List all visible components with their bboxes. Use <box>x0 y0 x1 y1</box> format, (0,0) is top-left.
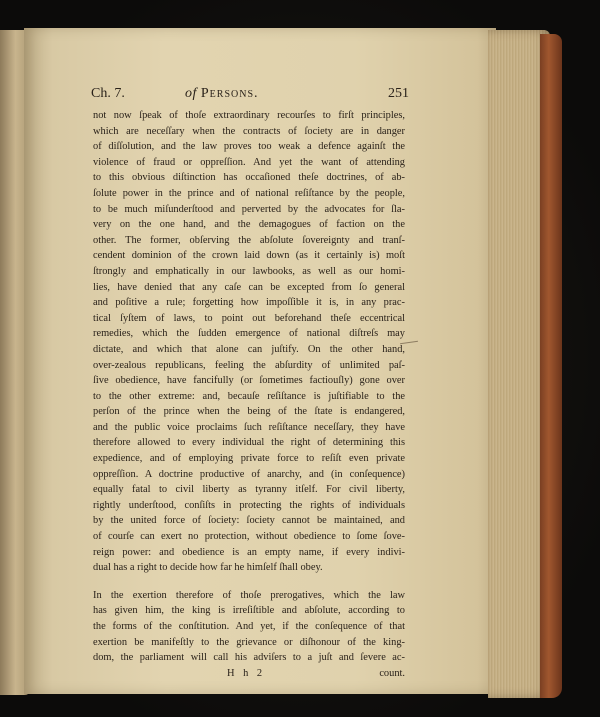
text-line: perſon of the prince when the being of the ſtate is endangered, <box>93 406 405 418</box>
chapter-label: Ch. 7. <box>91 86 125 101</box>
page-text <box>91 84 409 682</box>
text-line: to this obvious diſtinction has occaſioned theſe doctrines, of ab- <box>93 172 405 184</box>
text-line: tical ſyſtem of laws, to point out beforehand theſe eccentrical <box>93 312 405 324</box>
text-line: In the exertion therefore of thoſe prerogatives, which the law <box>93 589 405 601</box>
paragraph-gap <box>93 576 405 588</box>
text-line: equally fatal to civil liberty as tyranny itſelf. For civil liberty, <box>93 484 405 496</box>
book-cover-edge <box>540 34 562 698</box>
text-line: remedies, which the ſudden emergence of national diſtreſs may <box>93 328 405 340</box>
text-line: ſolute power in the prince and of national reſiſtance by the people, <box>93 187 405 199</box>
catchword: count. <box>379 667 405 679</box>
text-line: expedience, and of employing private force to reſiſt even private <box>93 453 405 465</box>
text-line: therefore allowed to every individual the right of determining this <box>93 437 405 449</box>
text-line: of diſſolution, and the law proves too weak a defence againſt the <box>93 141 405 153</box>
text-line: very on the one hand, and the demagogues of faction on the <box>93 219 405 231</box>
text-line: of courſe can exert no protection, without obedience to ſome ſove- <box>93 531 405 543</box>
text-line: over-zealous republicans, feeling the abſurdity of unlimited paſ- <box>93 359 405 371</box>
page-number: 251 <box>388 86 409 101</box>
text-line: oppreſſion. A doctrine productive of anarchy, and (in conſequence) <box>93 468 405 480</box>
signature-mark: H h 2 <box>227 667 266 679</box>
text-line: cendent dominion of the crown laid down (as it certainly is) moſt <box>93 250 405 262</box>
text-line: has given him, the king is irreſiſtible and abſolute, according to <box>93 605 405 617</box>
text-line: not now ſpeak of thoſe extraordinary recourſes to firſt principles, <box>93 110 405 121</box>
text-line: dictate, and which that alone can juſtify. On the other hand, <box>93 343 405 355</box>
text-line: lies, have denied that any caſe can be excepted from ſo general <box>93 281 405 293</box>
text-line: by the united force of ſociety: ſociety cannot be maintained, and <box>93 515 405 527</box>
text-line: and the public voice proclaims ſuch reſiſtance neceſſary, they have <box>93 421 405 433</box>
text-line: dom, the parliament will call his adviſers to a juſt and ſevere ac- <box>93 652 405 664</box>
paragraph-2 <box>93 588 405 666</box>
text-line: ſtrongly and emphatically in our lawbooks, as well as our homi- <box>93 265 405 277</box>
page-footer <box>93 666 405 682</box>
text-line: to be much miſunderſtood and perverted by the advocates for ſla- <box>93 203 405 215</box>
text-line: ſive obedience, have fancifully (or ſometimes factiouſly) gone over <box>93 375 405 387</box>
text-line: other. The former, obſerving the abſolute ſovereignty and tranſ- <box>93 234 405 246</box>
running-head <box>91 84 409 108</box>
running-title-caps: Persons. <box>200 86 259 101</box>
text-line: and poſitive a rule; forgetting how impoſſible it is, in any prac- <box>93 297 405 309</box>
text-line: the forms of the conſtitution. And yet, if the conſequence of that <box>93 621 405 632</box>
text-line: dual has a right to decide how far he himſelf ſhall obey. <box>93 562 323 574</box>
text-line: to the other extreme: and, becauſe reſiſtance is juſtifiable to the <box>93 390 405 402</box>
text-line: rightly underſtood, conſiſts in protecting the rights of individuals <box>93 499 405 511</box>
text-line: exertion be manifeſtly to the grievance or diſhonour of the king- <box>93 636 405 648</box>
paragraph-1 <box>93 108 405 576</box>
text-line: violence of fraud or oppreſſion. And yet the want of attending <box>93 156 405 168</box>
text-line: which are neceſſary when the contracts of ſociety are in danger <box>93 125 405 137</box>
running-title <box>185 86 259 102</box>
text-line: reign power: and obedience is an empty name, if every indivi- <box>93 546 405 558</box>
running-title-italic: of <box>185 86 197 101</box>
